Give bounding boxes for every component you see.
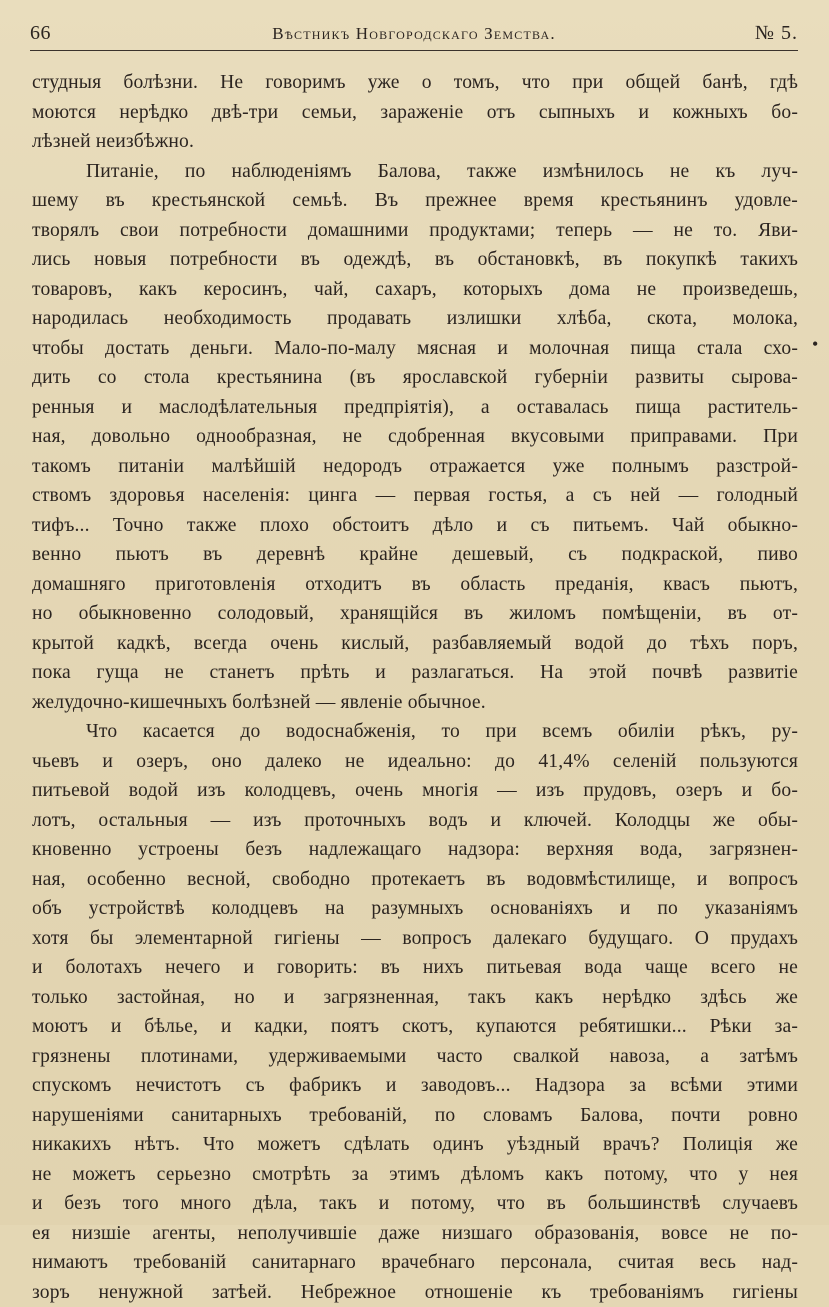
text-line: но обыкновенно солодовый, хранящійся въ жиломъ помѣщеніи, въ от-: [32, 599, 798, 629]
text-line: ствомъ здоровья населенія: цинга — первая гостья, а съ ней — голодный: [32, 481, 798, 511]
text-line: кновенно устроены безъ надлежащаго надзора: верхняя вода, загрязнен-: [32, 835, 798, 865]
text-line: желудочно-кишечныхъ болѣзней — явленіе обычное.: [32, 688, 798, 718]
text-line: творялъ свои потребности домашними продуктами; теперь — не то. Яви-: [32, 216, 798, 246]
text-line: нарушеніями санитарныхъ требованій, по словамъ Балова, почти ровно: [32, 1101, 798, 1131]
text-line: Питаніе, по наблюденіямъ Балова, также измѣнилось не къ луч-: [32, 157, 798, 187]
text-line: домашняго приготовленія отходитъ въ область преданія, квасъ пьютъ,: [32, 570, 798, 600]
text-line: нимаютъ требованій санитарнаго врачебнаго персонала, считая весь над-: [32, 1248, 798, 1278]
text-line: пока гуща не станетъ прѣть и разлагаться. На этой почвѣ развитіе: [32, 658, 798, 688]
text-line: объ устройствѣ колодцевъ на разумныхъ основаніяхъ и по указаніямъ: [32, 894, 798, 924]
text-line: хотя бы элементарной гигіены — вопросъ далекаго будущаго. О прудахъ: [32, 924, 798, 954]
text-line: крытой кадкѣ, всегда очень кислый, разбавляемый водой до тѣхъ поръ,: [32, 629, 798, 659]
text-line: зоръ ненужной затѣей. Небрежное отношеніе къ требованіямъ гигіены: [32, 1278, 798, 1307]
text-line: и болотахъ нечего и говорить: въ нихъ питьевая вода чаще всего не: [32, 953, 798, 983]
text-line: ея низшіе агенты, неполучившіе даже низшаго образованія, вовсе не по-: [32, 1219, 798, 1249]
text-line: товаровъ, какъ керосинъ, чай, сахаръ, которыхъ дома не произведешь,: [32, 275, 798, 305]
text-line: шему въ крестьянской семьѣ. Въ прежнее время крестьянинъ удовле-: [32, 186, 798, 216]
running-header: [30, 16, 798, 51]
text-line: дить со стола крестьянина (въ ярославской губерніи развиты сырова-: [32, 363, 798, 393]
text-line: Что касается до водоснабженія, то при всемъ обиліи рѣкъ, ру-: [32, 717, 798, 747]
text-line: лѣзней неизбѣжно.: [32, 127, 798, 157]
text-line: только застойная, но и загрязненная, такъ какъ нерѣдко здѣсь же: [32, 983, 798, 1013]
text-line: спускомъ нечистотъ съ фабрикъ и заводовъ... Надзора за всѣми этими: [32, 1071, 798, 1101]
text-line: и безъ того много дѣла, такъ и потому, что въ большинствѣ случаевъ: [32, 1189, 798, 1219]
text-line: чтобы достать деньги. Мало-по-малу мясная и молочная пища стала схо-: [32, 334, 798, 364]
text-line: чьевъ и озеръ, оно далеко не идеально: до 41,4% селеній пользуются: [32, 747, 798, 777]
text-line: никакихъ нѣтъ. Что можетъ сдѣлать одинъ уѣздный врачъ? Полиція же: [32, 1130, 798, 1160]
text-line: питьевой водой изъ колодцевъ, очень многія — изъ прудовъ, озеръ и бо-: [32, 776, 798, 806]
text-line: такомъ питаніи малѣйшій недородъ отражается уже полнымъ разстрой-: [32, 452, 798, 482]
text-line: не можетъ серьезно смотрѣть за этимъ дѣломъ какъ потому, что у нея: [32, 1160, 798, 1190]
margin-mark: •: [812, 334, 818, 355]
text-line: народилась необходимость продавать излишки хлѣба, скота, молока,: [32, 304, 798, 334]
text-line: ная, особенно весной, свободно протекаетъ въ водовмѣстилище, и вопросъ: [32, 865, 798, 895]
text-line: ная, довольно однообразная, не сдобренная вкусовыми приправами. При: [32, 422, 798, 452]
text-line: лотъ, остальныя — изъ проточныхъ водъ и ключей. Колодцы же обы-: [32, 806, 798, 836]
text-line: тифъ... Точно также плохо обстоитъ дѣло и съ питьемъ. Чай обыкно-: [32, 511, 798, 541]
text-line: студныя болѣзни. Не говоримъ уже о томъ, что при общей банѣ, гдѣ: [32, 68, 798, 98]
text-line: грязнены плотинами, удерживаемыми часто свалкой навоза, а затѣмъ: [32, 1042, 798, 1072]
text-line: венно пьютъ въ деревнѣ крайне дешевый, съ подкраской, пиво: [32, 540, 798, 570]
issue-number: № 5.: [755, 22, 798, 45]
body-text: [32, 68, 798, 1307]
text-line: моются нерѣдко двѣ-три семьи, зараженіе отъ сыпныхъ и кожныхъ бо-: [32, 98, 798, 128]
running-title: Вѣстникъ Новгородскаго Земства.: [30, 24, 798, 44]
text-line: лись новыя потребности въ одеждѣ, въ обстановкѣ, въ покупкѣ такихъ: [32, 245, 798, 275]
page-number: 66: [30, 22, 51, 45]
text-line: моютъ и бѣлье, и кадки, поятъ скотъ, купаются ребятишки... Рѣки за-: [32, 1012, 798, 1042]
text-line: ренныя и маслодѣлательныя предпріятія), а оставалась пища раститель-: [32, 393, 798, 423]
